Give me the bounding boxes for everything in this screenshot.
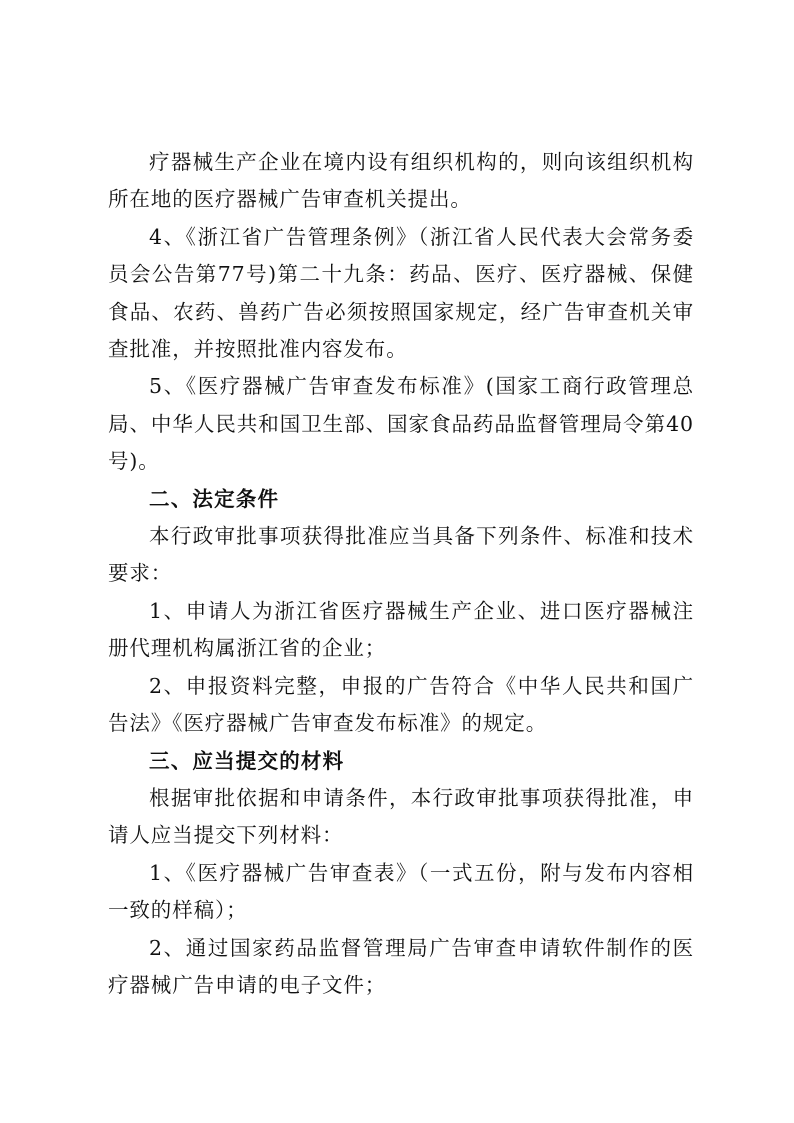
section-heading-legal-conditions: 二、法定条件 [149,486,280,511]
document-body [108,144,694,1004]
paragraph-condition-2: 2、申报资料完整，申报的广告符合《中华人民共和国广告法》《医疗器械广告审查发布标准》的规定。 [108,673,694,736]
section-heading-required-materials: 三、应当提交的材料 [149,748,345,773]
paragraph-material-1: 1、《医疗器械广告审查表》（一式五份，附与发布内容相一致的样稿）； [108,860,694,923]
paragraph-materials-intro: 根据审批依据和申请条件，本行政审批事项获得批准，申请人应当提交下列材料： [108,785,694,848]
paragraph-registration-location: 疗器械生产企业在境内设有组织机构的，则向该组织机构所在地的医疗器械广告审查机关提出。 [108,150,694,212]
paragraph-condition-1: 1、申请人为浙江省医疗器械生产企业、进口医疗器械注册代理机构属浙江省的企业； [108,598,694,661]
paragraph-material-2: 2、通过国家药品监督管理局广告审查申请软件制作的医疗器械广告申请的电子文件； [108,935,694,997]
paragraph-basis-4: 4、《浙江省广告管理条例》（浙江省人民代表大会常务委员会公告第77号)第二十九条：药品、医疗、医疗器械、保健食品、农药、兽药广告必须按照国家规定，经广告审查机关审查批准，并按照批准内容发布。 [108,224,694,362]
paragraph-conditions-intro: 本行政审批事项获得批准应当具备下列条件、标准和技术要求： [108,524,694,586]
paragraph-basis-5: 5、《医疗器械广告审查发布标准》(国家工商行政管理总局、中华人民共和国卫生部、国家食品药品监督管理局令第40号)。 [108,374,694,474]
